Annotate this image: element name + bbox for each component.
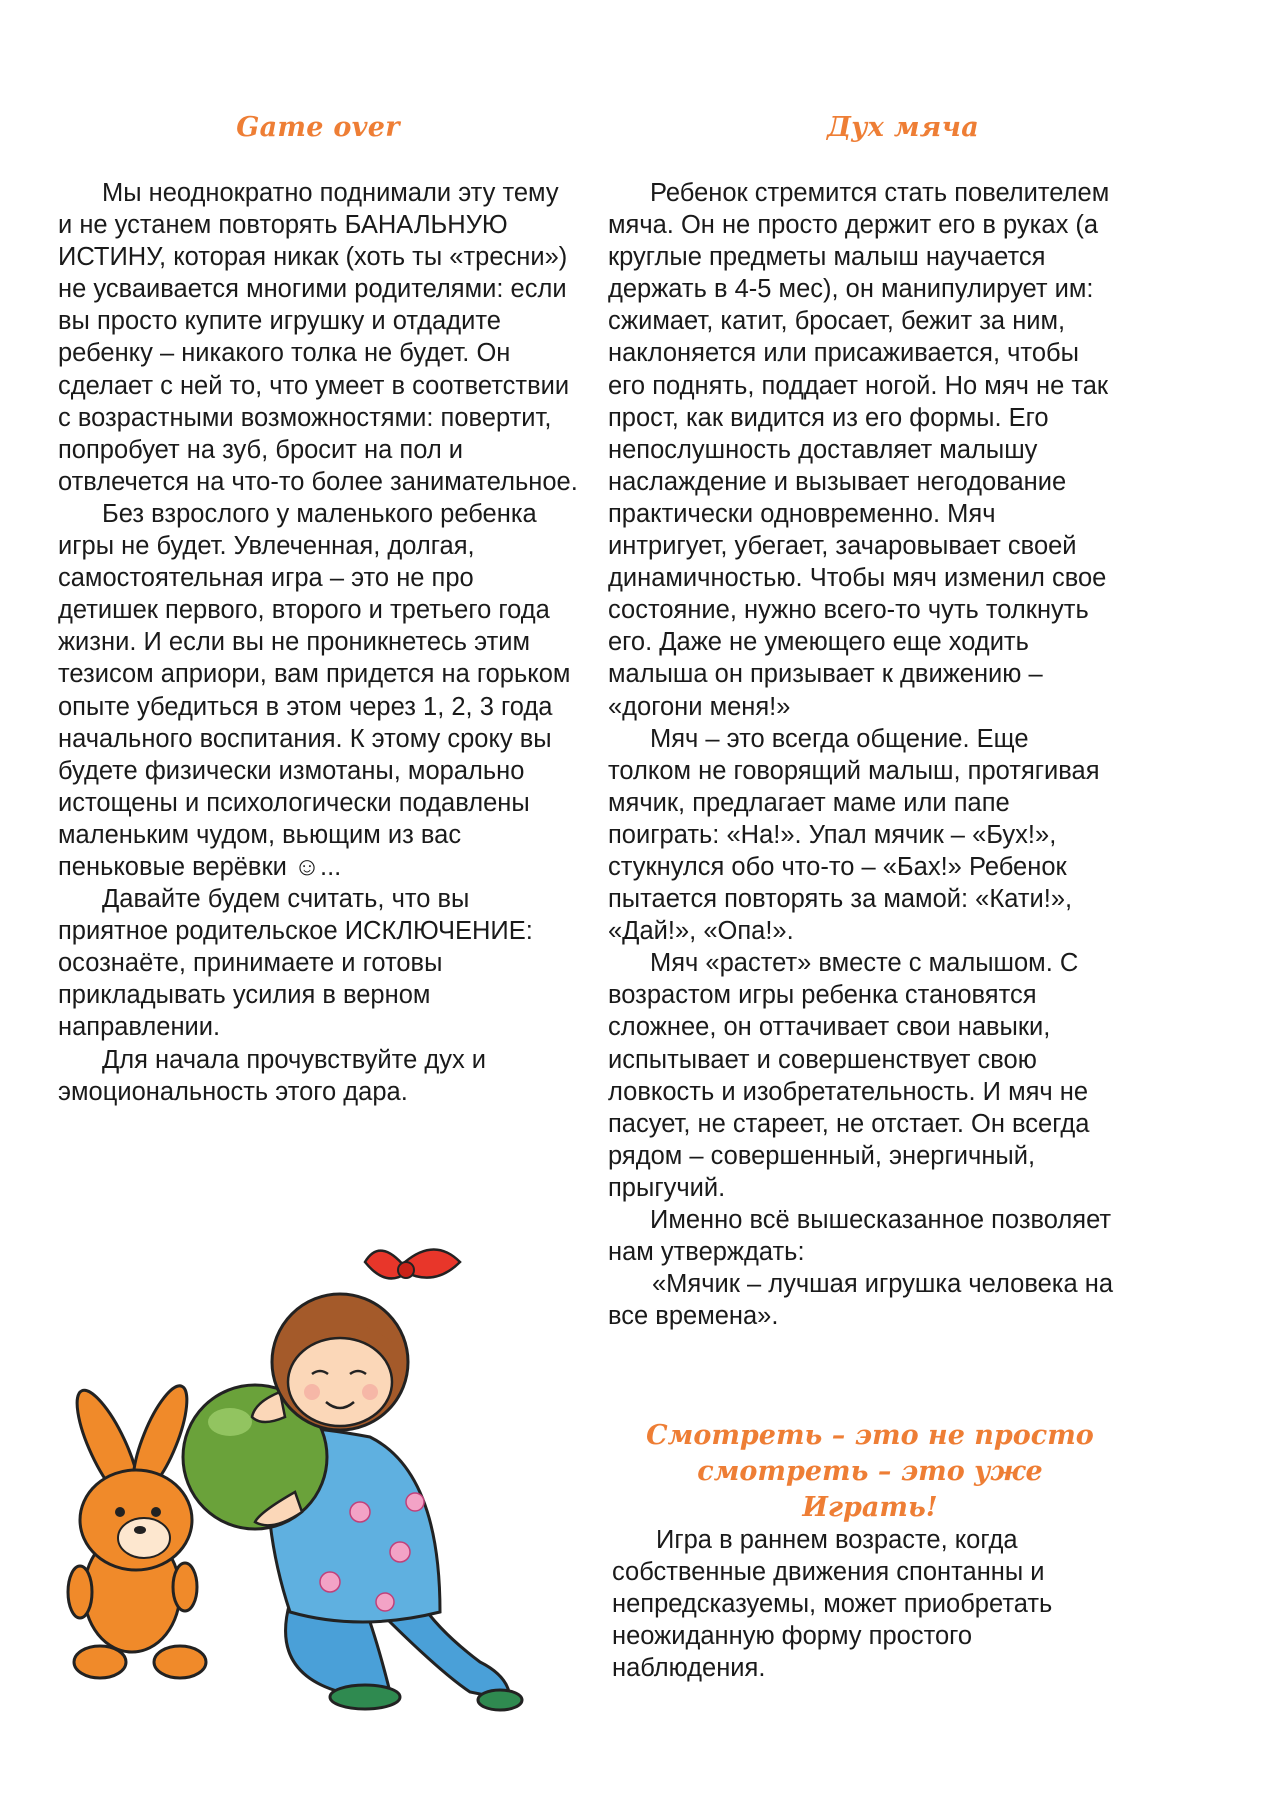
subheading-line: смотреть – это уже Играть! xyxy=(697,1456,1043,1523)
quote: «Мячик – лучшая игрушка человека на все времена». xyxy=(608,1270,1114,1331)
paragraph: Без взрослого у маленького ребенка игры не будет. Увлеченная, долгая, самостоятельная игра – это не про детишек первого, второго и третьего года жизни. И если вы не проникнетесь этим тезисом априори, вам придется на горьком опыте убедиться в этом через 1, 2, 3 года начального воспитания. К этому сроку вы будете физически измотаны, морально истощены и психологически подавлены маленьким чудом, вьющим из вас пеньковые верёвки ☺... xyxy=(58,499,571,881)
subheading-watch-play xyxy=(640,1418,1100,1526)
girl-with-ball-illustration xyxy=(40,1222,560,1722)
hair-bow xyxy=(365,1250,460,1279)
paragraph: Давайте будем считать, что вы приятное родительское ИСКЛЮЧЕНИЕ: осознаёте, принимаете и готовы прикладывать усилия в верном направлении. xyxy=(58,885,533,1042)
right-column-final xyxy=(612,1524,1122,1684)
paragraph: Для начала прочувствуйте дух и эмоциональность этого дара. xyxy=(58,1045,487,1106)
girl xyxy=(183,1250,522,1711)
paragraph: Мяч – это всегда общение. Еще толком не говорящий малыш, протягивая мячик, предлагает маме или папе поиграть: «На!». Упал мячик – «Бух!», стукнулся обо что-то – «Бах!» Ребенок пытается повторять за мамой: «Кати!», «Дай!», «Опа!». xyxy=(608,724,1100,946)
heading-game-over: Game over xyxy=(236,112,400,143)
right-column xyxy=(608,104,1118,1332)
paragraph: Ребенок стремится стать повелителем мяча. Он не просто держит его в руках (а круглые предметы малыш научается держать в 4-5 мес), он манипулирует им: сжимает, катит, бросает, бежит за ним, наклоняется или присаживается, чтобы его поднять, поддает ногой. Но мяч не так прост, как видится из его формы. Его непослушность доставляет малышу наслаждение и вызывает негодование практически одновременно. Мяч интригует, убегает, зачаровывает своей динамичностью. Чтобы мяч изменил свое состояние, нужно всего-то чуть толкнуть его. Даже не умеющего еще ходить малыша он призывает к движению – «догони меня!» xyxy=(608,179,1110,721)
paragraph: Мы неоднократно поднимали эту тему и не устанем повторять БАНАЛЬНУЮ ИСТИНУ, которая никак (хоть ты «тресни») не усваивается многими родителями: если вы просто купите игрушку и отдадите ребенку – никакого толка не будет. Он сделает с ней то, что умеет в соответствии с возрастными возможностями: повертит, попробует на зуб, бросит на пол и отвлечется на что-то более занимательное. xyxy=(58,179,578,496)
paragraph: Игра в раннем возрасте, когда собственные движения спонтанны и непредсказуемы, может приобретать неожиданную форму простого наблюдения. xyxy=(612,1526,1053,1683)
subheading-line: Смотреть – это не просто xyxy=(646,1420,1094,1451)
paragraph: Именно всё вышесказанное позволяет нам утверждать: xyxy=(608,1206,1112,1267)
heading-ball-spirit: Дух мяча xyxy=(826,112,979,143)
bunny-toy xyxy=(65,1380,206,1678)
left-column xyxy=(58,104,578,1108)
paragraph: Мяч «растет» вместе с малышом. С возрастом игры ребенка становятся сложнее, он оттачивает свои навыки, испытывает и совершенствует свою ловкость и изобретательность. И мяч не пасует, не стареет, не отстает. Он всегда рядом – совершенный, энергичный, прыгучий. xyxy=(608,949,1090,1202)
